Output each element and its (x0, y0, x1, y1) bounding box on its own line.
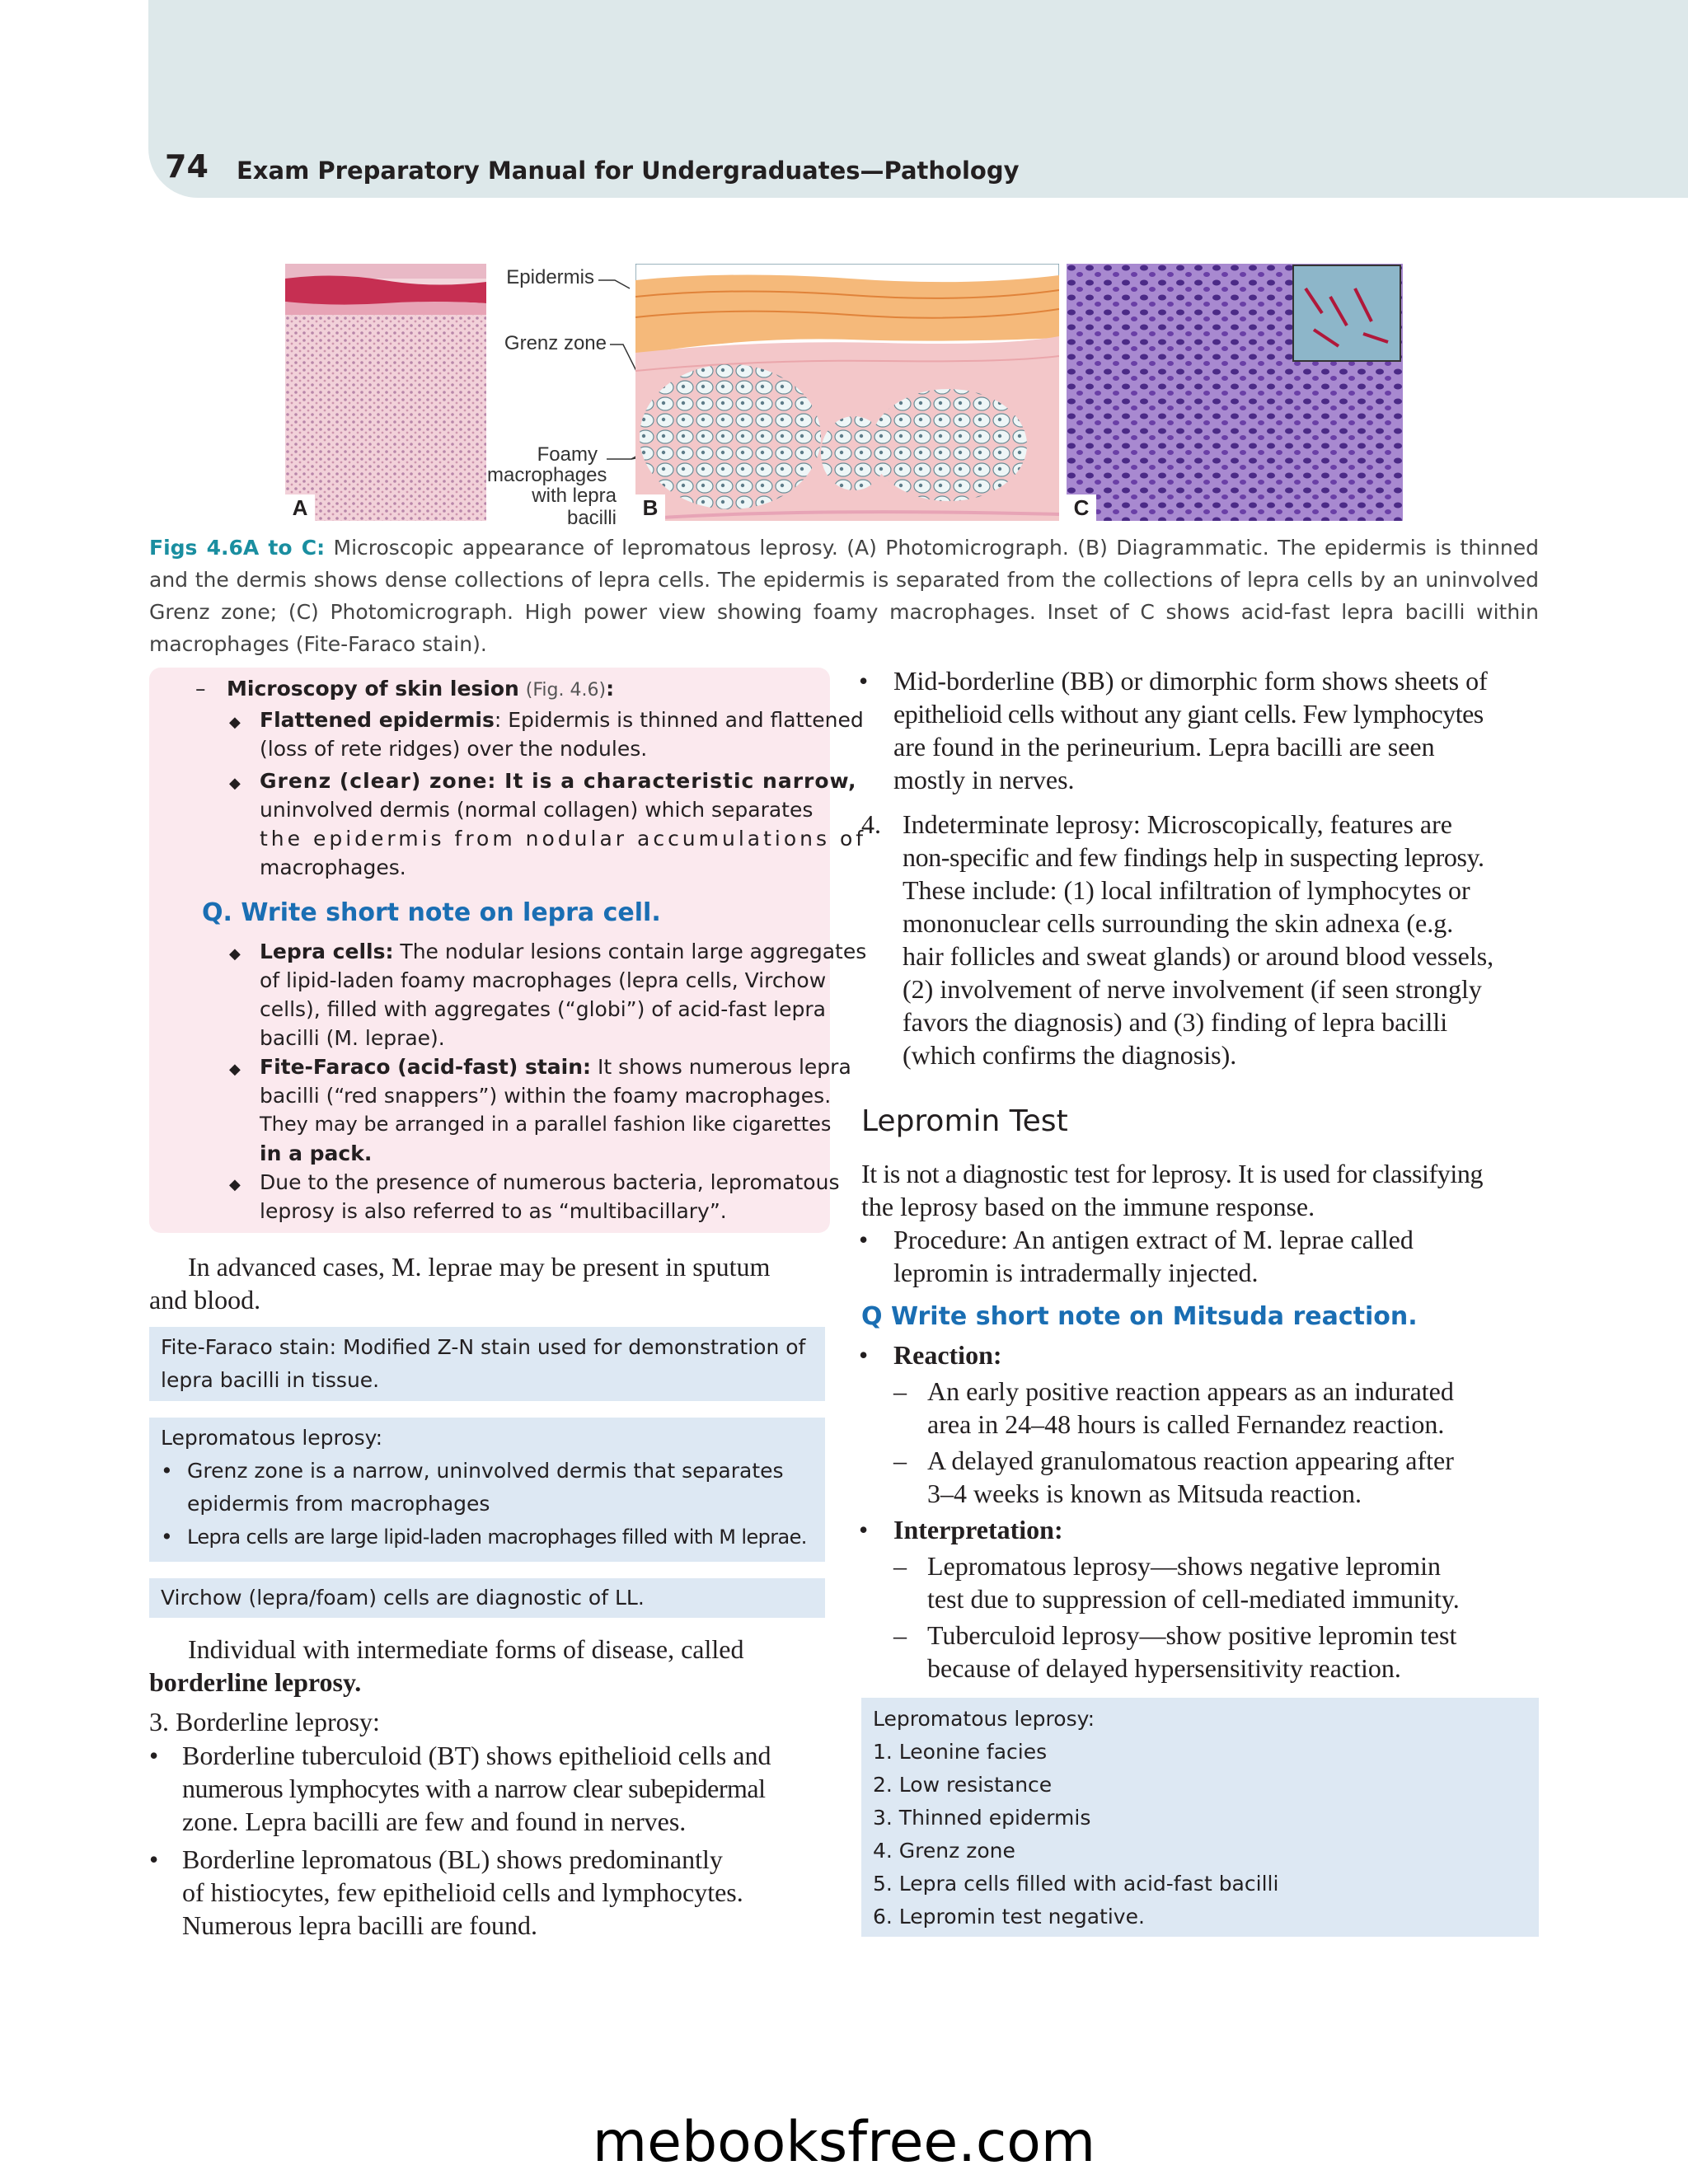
indeterminate-l6: (2) involvement of nerve involvement (if seen strongly (903, 974, 1482, 1004)
indeterminate-l1: Indeterminate leprosy: Microscopically, features are (903, 809, 1452, 839)
multibacillary-l2: leprosy is also referred to as “multibacillary”. (260, 1199, 727, 1223)
advanced-cases-l1: In advanced cases, M. leprae may be present in sputum (188, 1252, 771, 1282)
interpretation-label: Interpretation: (893, 1515, 1063, 1544)
procedure-l2: lepromin is intradermally injected. (893, 1258, 1259, 1287)
label-epidermis: Epidermis (506, 266, 594, 288)
borderline-intro-l1: Individual with intermediate forms of disease, called (188, 1634, 744, 1664)
dash: – (893, 1446, 907, 1475)
bullet: • (859, 666, 869, 696)
dash: – (893, 1551, 907, 1581)
footer-watermark: mebooksfree.com (592, 2110, 1096, 2175)
lepromin-l1: It is not a diagnostic test for leprosy. It is used for classifying (861, 1159, 1484, 1188)
running-title: Exam Preparatory Manual for Undergraduates—Pathology (237, 157, 1020, 185)
dash: – (893, 1620, 907, 1650)
list-item: 4. Grenz zone (873, 1839, 1015, 1863)
interp-1-l2: test due to suppression of cell-mediated immunity. (927, 1584, 1460, 1614)
figure-4-6 (285, 264, 1403, 529)
reaction-2-l2: 3–4 weeks is known as Mitsuda reaction. (927, 1479, 1362, 1508)
indeterminate-l7: favors the diagnosis) and (3) finding of lepra bacilli (903, 1007, 1448, 1037)
bullet: • (859, 1515, 869, 1544)
bl-l3: Numerous lepra bacilli are found. (182, 1910, 537, 1940)
advanced-cases-l2: and blood. (149, 1285, 261, 1315)
label-foamy: Foamy (537, 443, 598, 466)
note-lepromatous-summary: Lepromatous leprosy: 1. Leonine facies 2. Low resistance 3. Thinned epidermis 4. Grenz zone 5. Lepra cells filled with acid-fast bacilli 6. Lepromin test negative. (861, 1698, 1539, 1937)
fite-faraco-l1: Fite-Faraco (acid-fast) stain: It shows numerous lepra (260, 1055, 851, 1079)
page-number: 74 (165, 148, 209, 185)
indeterminate-l2: non-specific and few findings help in suspecting leprosy. (903, 842, 1484, 872)
bb-l1: Mid-borderline (BB) or dimorphic form shows sheets of (893, 666, 1488, 696)
bl-l2: of histiocytes, few epithelioid cells and lymphocytes. (182, 1877, 743, 1907)
caption-label: Figs 4.6A to C: (149, 536, 326, 560)
bullet: • (859, 1225, 869, 1254)
diamond-bullet: ◆ (229, 1176, 241, 1193)
indeterminate-number: 4. (861, 809, 881, 839)
indeterminate-l5: hair follicles and sweat glands) or around blood vessels, (903, 941, 1494, 971)
fite-faraco-l2: bacilli (“red snappers”) within the foamy macrophages. (260, 1084, 832, 1108)
question-mitsuda: Q Write short note on Mitsuda reaction. (861, 1302, 1418, 1331)
interp-2-l1: Tuberculoid leprosy—show positive lepromin test (927, 1620, 1457, 1650)
lepra-cells-l3: cells), filled with aggregates (“globi”) of acid-fast lepra (260, 997, 826, 1021)
note-virchow-cells: Virchow (lepra/foam) cells are diagnostic of LL. (149, 1578, 825, 1618)
question-lepra-cell: Q. Write short note on lepra cell. (202, 898, 661, 927)
indeterminate-l4: mononuclear cells surrounding the skin adnexa (e.g. (903, 908, 1454, 938)
bt-l3: zone. Lepra bacilli are few and found in nerves. (182, 1807, 687, 1836)
diamond-bullet: ◆ (229, 714, 241, 730)
borderline-heading: 3. Borderline leprosy: (149, 1707, 380, 1736)
grenz-l4: macrophages. (260, 855, 406, 879)
label-lepra-bacilli: with lepra bacilli (532, 485, 617, 529)
bt-l2: numerous lymphocytes with a narrow clear subepidermal (182, 1774, 766, 1803)
lepra-cells-l1: Lepra cells: The nodular lesions contain large aggregates (260, 940, 867, 963)
borderline-intro-l2: borderline leprosy. (149, 1667, 362, 1697)
reaction-2-l1: A delayed granulomatous reaction appearing after (927, 1446, 1454, 1475)
grenz-l1: Grenz (clear) zone: It is a characteristic narrow, (260, 769, 857, 793)
dash: – (893, 1376, 907, 1406)
indeterminate-l3: These include: (1) local infiltration of lymphocytes or (903, 875, 1470, 905)
list-item: 3. Thinned epidermis (873, 1806, 1091, 1830)
fite-faraco-l3: They may be arranged in a parallel fashion like cigarettes (260, 1113, 832, 1136)
list-item: 6. Lepromin test negative. (873, 1905, 1145, 1929)
bt-l1: Borderline tuberculoid (BT) shows epithelioid cells and (182, 1741, 771, 1770)
bb-l2: epithelioid cells without any giant cells. Few lymphocytes (893, 699, 1484, 729)
bb-l3: are found in the perineurium. Lepra bacilli are seen (893, 732, 1435, 762)
note-lepromatous-leprosy: Lepromatous leprosy: • Grenz zone is a narrow, uninvolved dermis that separates epidermis from macrophages • Lepra cells are large lipid-laden macrophages filled with M leprae. (149, 1418, 825, 1562)
reaction-label: Reaction: (893, 1340, 1002, 1370)
bullet: • (859, 1340, 869, 1370)
diamond-bullet: ◆ (229, 1061, 241, 1077)
note-fite-faraco: Fite-Faraco stain: Modified Z-N stain used for demonstration of lepra bacilli in tissue. (149, 1327, 825, 1401)
list-item: 2. Low resistance (873, 1773, 1053, 1797)
bullet: • (149, 1741, 159, 1770)
panel-letter-c: C (1067, 494, 1096, 521)
list-item: 1. Leonine facies (873, 1740, 1048, 1764)
interp-2-l2: because of delayed hypersensitivity reaction. (927, 1653, 1401, 1683)
panel-c-photomicrograph (1067, 264, 1403, 521)
bullet: • (149, 1844, 159, 1874)
lepromin-test-heading: Lepromin Test (861, 1104, 1068, 1138)
interp-1-l1: Lepromatous leprosy—shows negative lepromin (927, 1551, 1441, 1581)
panel-a-photomicrograph (285, 264, 486, 521)
multibacillary-l1: Due to the presence of numerous bacteria, lepromatous (260, 1170, 840, 1194)
panel-letter-b: B (635, 494, 665, 521)
fite-faraco-l4: in a pack. (260, 1141, 373, 1165)
procedure-l1: Procedure: An antigen extract of M. leprae called (893, 1225, 1414, 1254)
grenz-l3: the epidermis from nodular accumulations of (260, 827, 867, 851)
bl-l1: Borderline lepromatous (BL) shows predominantly (182, 1844, 723, 1874)
flattened-epidermis-l1: Flattened epidermis: Epidermis is thinned and flattened (260, 708, 864, 732)
reaction-1-l1: An early positive reaction appears as an indurated (927, 1376, 1454, 1406)
lepra-cells-l4: bacilli (M. leprae). (260, 1026, 445, 1050)
panel-letter-a: A (285, 494, 315, 521)
list-item: 5. Lepra cells filled with acid-fast bacilli (873, 1872, 1279, 1896)
indeterminate-l8: (which confirms the diagnosis). (903, 1040, 1237, 1070)
grenz-l2: uninvolved dermis (normal collagen) which separates (260, 798, 814, 822)
label-grenz-zone: Grenz zone (504, 332, 607, 354)
panel-b-diagram (635, 264, 1059, 521)
lepra-cells-l2: of lipid-laden foamy macrophages (lepra cells, Virchow (260, 968, 827, 992)
figure-caption (149, 532, 1539, 660)
micro-dash: – (195, 677, 206, 701)
lepromin-l2: the leprosy based on the immune response. (861, 1192, 1315, 1221)
bb-l4: mostly in nerves. (893, 765, 1075, 794)
diamond-bullet: ◆ (229, 945, 241, 962)
flattened-epidermis-l2: (loss of rete ridges) over the nodules. (260, 737, 648, 761)
micro-heading: Microscopy of skin lesion (Fig. 4.6): (227, 677, 615, 701)
diamond-bullet: ◆ (229, 775, 241, 791)
label-macrophages: macrophages (487, 464, 607, 486)
caption-text: Microscopic appearance of lepromatous leprosy. (A) Photomicrograph. (B) Diagrammatic. The epidermis is thinned and the dermis shows dense collections of lepra cells. The epidermis is separated from the collections of lepra cells by an uninvolved Grenz zone; (C) Photomicrograph. High power view showing foamy macrophages. Inset of C shows acid-fast lepra bacilli within macrophages (Fite-Faraco stain). (149, 536, 1540, 656)
reaction-1-l2: area in 24–48 hours is called Fernandez reaction. (927, 1409, 1445, 1439)
